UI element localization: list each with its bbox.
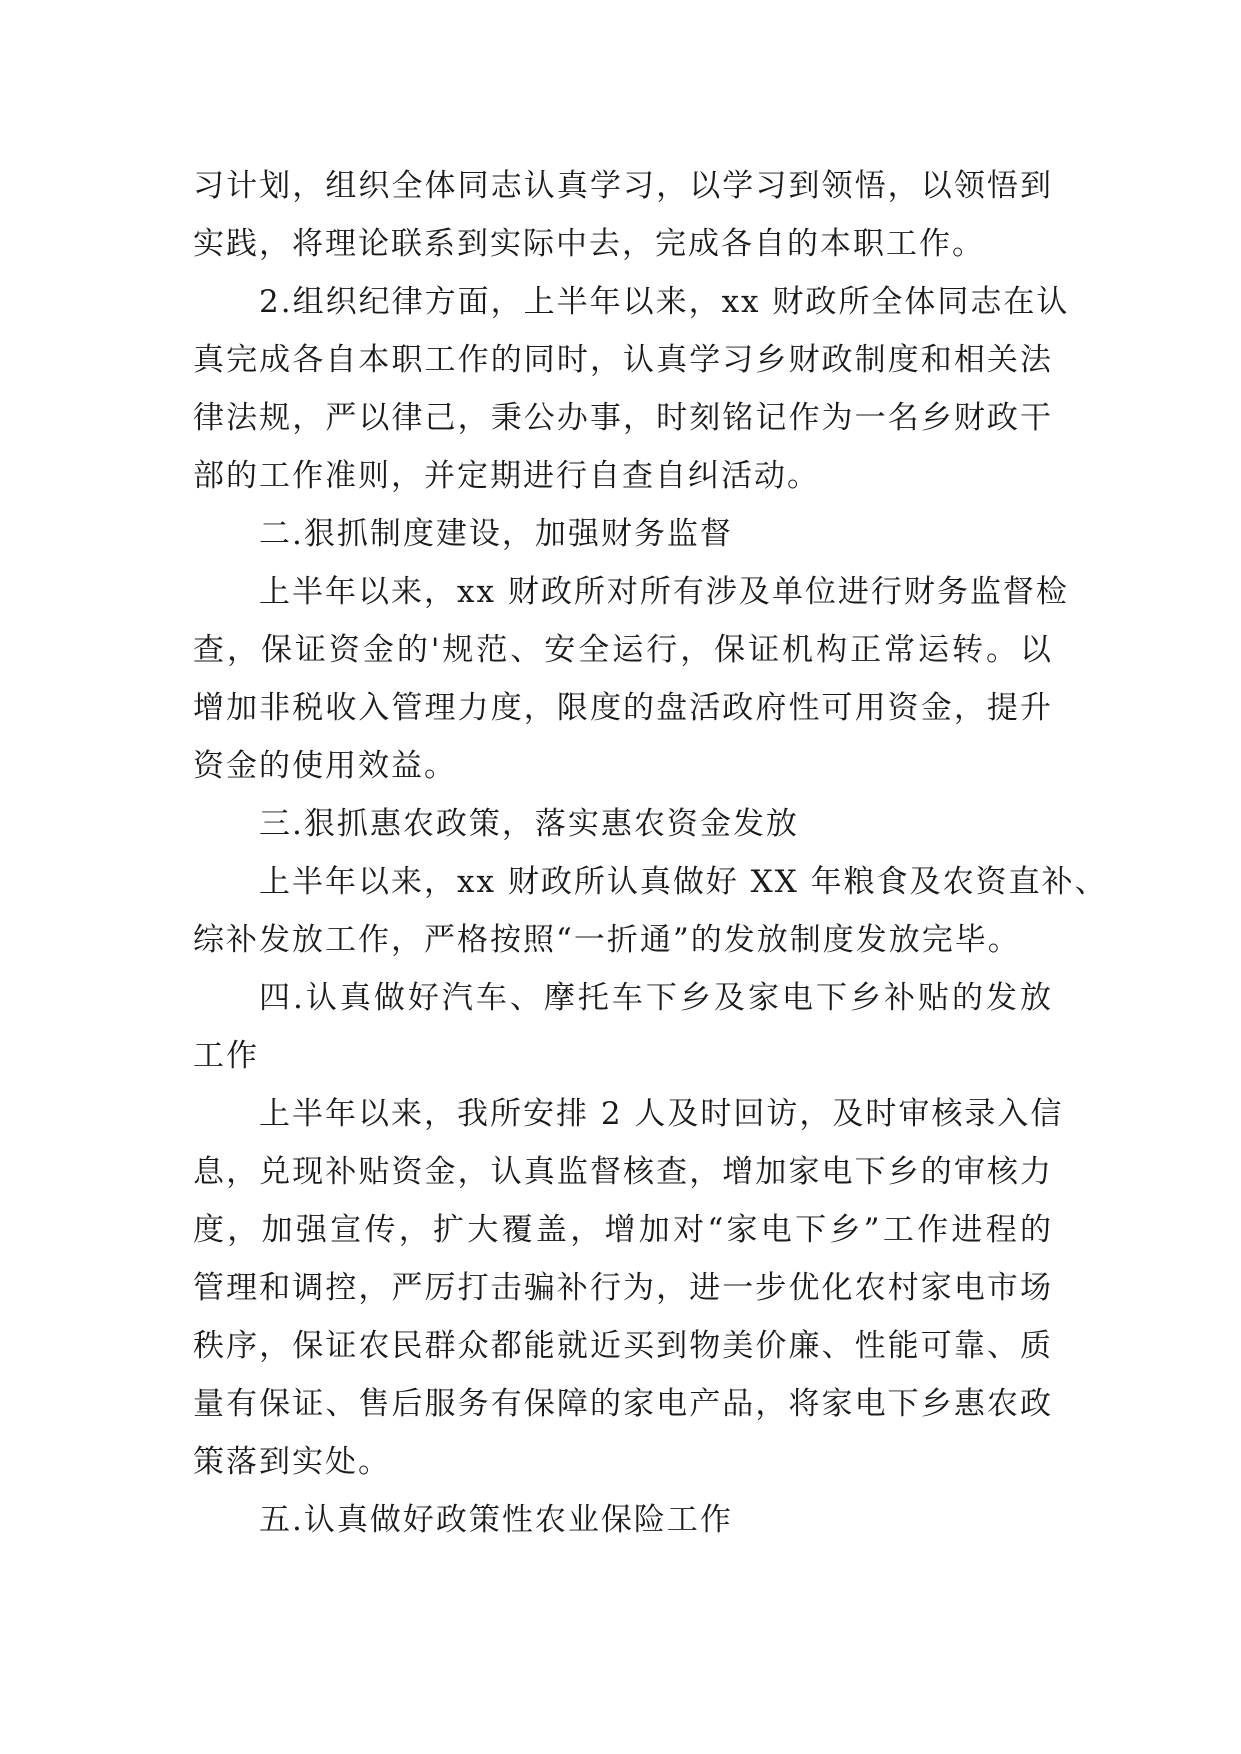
paragraph-start: 上半年以来，xx 财政所对所有涉及单位进行财务监督检 xyxy=(259,574,1069,610)
text-line: 习计划，组织全体同志认真学习，以学习到领悟，以领悟到 xyxy=(193,168,1053,204)
text-line: 真完成各自本职工作的同时，认真学习乡财政制度和相关法 xyxy=(193,342,1053,378)
text-line: 实践，将理论联系到实际中去，完成各自的本职工作。 xyxy=(193,226,985,262)
section-heading-5: 五.认真做好政策性农业保险工作 xyxy=(259,1502,733,1538)
text-line: 量有保证、售后服务有保障的家电产品，将家电下乡惠农政 xyxy=(193,1386,1053,1422)
text-line: 律法规，严以律己，秉公办事，时刻铭记作为一名乡财政干 xyxy=(193,400,1053,436)
paragraph-start: 上半年以来，xx 财政所认真做好 XX 年粮食及农资直补、 xyxy=(259,864,1108,900)
section-heading-4: 四.认真做好汽车、摩托车下乡及家电下乡补贴的发放 xyxy=(259,980,1053,1016)
text-line: 资金的使用效益。 xyxy=(193,748,457,784)
section-heading-4-continued: 工作 xyxy=(193,1038,259,1074)
section-heading-2: 二.狠抓制度建设，加强财务监督 xyxy=(259,516,733,552)
numbered-paragraph-start: 2.组织纪律方面，上半年以来，xx 财政所全体同志在认 xyxy=(259,284,1070,320)
document-body xyxy=(193,157,1108,1549)
text-line: 综补发放工作，严格按照“一折通”的发放制度发放完毕。 xyxy=(193,922,1021,958)
text-line: 策落到实处。 xyxy=(193,1444,391,1480)
text-line: 查，保证资金的'规范、安全运行，保证机构正常运转。以 xyxy=(193,632,1053,668)
paragraph-start: 上半年以来，我所安排 2 人及时回访，及时审核录入信 xyxy=(259,1096,1064,1132)
text-line: 增加非税收入管理力度，限度的盘活政府性可用资金，提升 xyxy=(193,690,1053,726)
text-line: 息，兑现补贴资金，认真监督核查，增加家电下乡的审核力 xyxy=(193,1154,1053,1190)
text-line: 部的工作准则，并定期进行自查自纠活动。 xyxy=(193,458,820,494)
text-line: 度，加强宣传，扩大覆盖，增加对“家电下乡”工作进程的 xyxy=(193,1212,1053,1248)
section-heading-3: 三.狠抓惠农政策，落实惠农资金发放 xyxy=(259,806,799,842)
text-line: 管理和调控，严厉打击骗补行为，进一步优化农村家电市场 xyxy=(193,1270,1053,1306)
text-line: 秩序，保证农民群众都能就近买到物美价廉、性能可靠、质 xyxy=(193,1328,1053,1364)
